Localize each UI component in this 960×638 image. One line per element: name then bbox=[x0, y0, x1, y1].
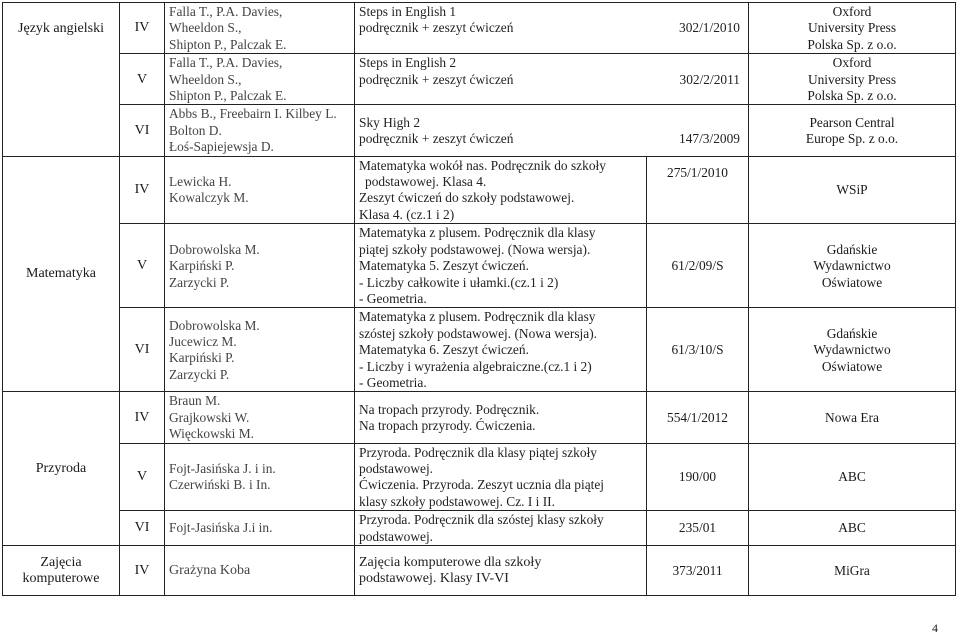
approval-number: 61/3/10/S bbox=[647, 308, 749, 392]
publisher-cell: Gdańskie Wydawnictwo Oświatowe bbox=[749, 308, 956, 392]
table-row bbox=[3, 546, 956, 596]
publisher-cell: Gdańskie Wydawnictwo Oświatowe bbox=[749, 224, 956, 308]
textbook-table bbox=[2, 2, 956, 596]
table-row bbox=[3, 224, 956, 308]
class-cell: V bbox=[120, 54, 165, 105]
authors-cell: Dobrowolska M. Jucewicz M. Karpiński P. Zarzycki P. bbox=[165, 308, 355, 392]
approval-number: 373/2011 bbox=[647, 546, 749, 596]
table-row bbox=[3, 3, 956, 54]
title-cell: Steps in English 2 podręcznik + zeszyt ćwiczeń 302/2/2011 bbox=[355, 54, 749, 105]
class-cell: VI bbox=[120, 105, 165, 156]
publisher-cell: WSiP bbox=[749, 156, 956, 224]
class-cell: V bbox=[120, 224, 165, 308]
class-cell: IV bbox=[120, 3, 165, 54]
approval-number: 554/1/2012 bbox=[647, 392, 749, 443]
class-cell: IV bbox=[120, 546, 165, 596]
class-cell: IV bbox=[120, 156, 165, 224]
subject-cell: Przyroda bbox=[3, 392, 120, 546]
authors-cell: Braun M. Grajkowski W. Więckowski M. bbox=[165, 392, 355, 443]
title-cell: Na tropach przyrody. Podręcznik. Na tropach przyrody. Ćwiczenia. bbox=[355, 392, 647, 443]
authors-cell: Falla T., P.A. Davies, Wheeldon S., Shipton P., Palczak E. bbox=[165, 54, 355, 105]
publisher-cell: Nowa Era bbox=[749, 392, 956, 443]
class-cell: V bbox=[120, 443, 165, 511]
authors-cell: Fojt-Jasińska J. i in. Czerwiński B. i In. bbox=[165, 443, 355, 511]
authors-cell: Dobrowolska M. Karpiński P. Zarzycki P. bbox=[165, 224, 355, 308]
title-cell: Matematyka wokół nas. Podręcznik do szkoły podstawowej. Klasa 4. Zeszyt ćwiczeń do szkoły podstawowej. Klasa 4. (cz.1 i 2) bbox=[355, 156, 647, 224]
approval-number: 190/00 bbox=[647, 443, 749, 511]
table-row bbox=[3, 511, 956, 546]
table-row bbox=[3, 105, 956, 156]
authors-cell: Lewicka H. Kowalczyk M. bbox=[165, 156, 355, 224]
approval-number: 302/1/2010 bbox=[679, 20, 741, 36]
table-row bbox=[3, 156, 956, 224]
table-row bbox=[3, 443, 956, 511]
class-cell: VI bbox=[120, 308, 165, 392]
title-cell: Zajęcia komputerowe dla szkoły podstawowej. Klasy IV-VI bbox=[355, 546, 647, 596]
class-cell: IV bbox=[120, 392, 165, 443]
title-cell: Steps in English 1 podręcznik + zeszyt ćwiczeń 302/1/2010 bbox=[355, 3, 749, 54]
authors-cell: Abbs B., Freebairn I. Kilbey L. Bolton D. Łoś-Sapiejewsja D. bbox=[165, 105, 355, 156]
subject-cell: Matematyka bbox=[3, 156, 120, 392]
publisher-cell: ABC bbox=[749, 511, 956, 546]
approval-number: 275/1/2010 bbox=[647, 156, 749, 224]
title-cell: Matematyka z plusem. Podręcznik dla klasy szóstej szkoły podstawowej. (Nowa wersja). Matematyka 6. Zeszyt ćwiczeń. - Liczby i wyrażenia algebraiczne.(cz.1 i 2) - Geometria. bbox=[355, 308, 647, 392]
publisher-cell: ABC bbox=[749, 443, 956, 511]
title-cell: Przyroda. Podręcznik dla klasy piątej szkoły podstawowej. Ćwiczenia. Przyroda. Zeszyt ucznia dla piątej klasy szkoły podstawowej. Cz. I i II. bbox=[355, 443, 647, 511]
authors-cell: Fojt-Jasińska J.i in. bbox=[165, 511, 355, 546]
publisher-cell: Oxford University Press Polska Sp. z o.o. bbox=[749, 54, 956, 105]
subject-cell: Zajęcia komputerowe bbox=[3, 546, 120, 596]
approval-number: 147/3/2009 bbox=[679, 131, 741, 147]
page-number: 4 bbox=[932, 621, 938, 635]
approval-number: 235/01 bbox=[647, 511, 749, 546]
approval-number: 302/2/2011 bbox=[679, 71, 741, 87]
publisher-cell: Oxford University Press Polska Sp. z o.o. bbox=[749, 3, 956, 54]
authors-cell: Falla T., P.A. Davies, Wheeldon S., Shipton P., Palczak E. bbox=[165, 3, 355, 54]
subject-cell: Język angielski bbox=[3, 3, 120, 157]
approval-number: 61/2/09/S bbox=[647, 224, 749, 308]
publisher-cell: MiGra bbox=[749, 546, 956, 596]
class-cell: VI bbox=[120, 511, 165, 546]
table-row bbox=[3, 54, 956, 105]
title-cell: Matematyka z plusem. Podręcznik dla klasy piątej szkoły podstawowej. (Nowa wersja). Matematyka 5. Zeszyt ćwiczeń. - Liczby całkowite i ułamki.(cz.1 i 2) - Geometria. bbox=[355, 224, 647, 308]
title-cell: Przyroda. Podręcznik dla szóstej klasy szkoły podstawowej. bbox=[355, 511, 647, 546]
title-cell: Sky High 2 podręcznik + zeszyt ćwiczeń 147/3/2009 bbox=[355, 105, 749, 156]
table-row bbox=[3, 308, 956, 392]
table-row bbox=[3, 392, 956, 443]
publisher-cell: Pearson Central Europe Sp. z o.o. bbox=[749, 105, 956, 156]
authors-cell: Grażyna Koba bbox=[165, 546, 355, 596]
